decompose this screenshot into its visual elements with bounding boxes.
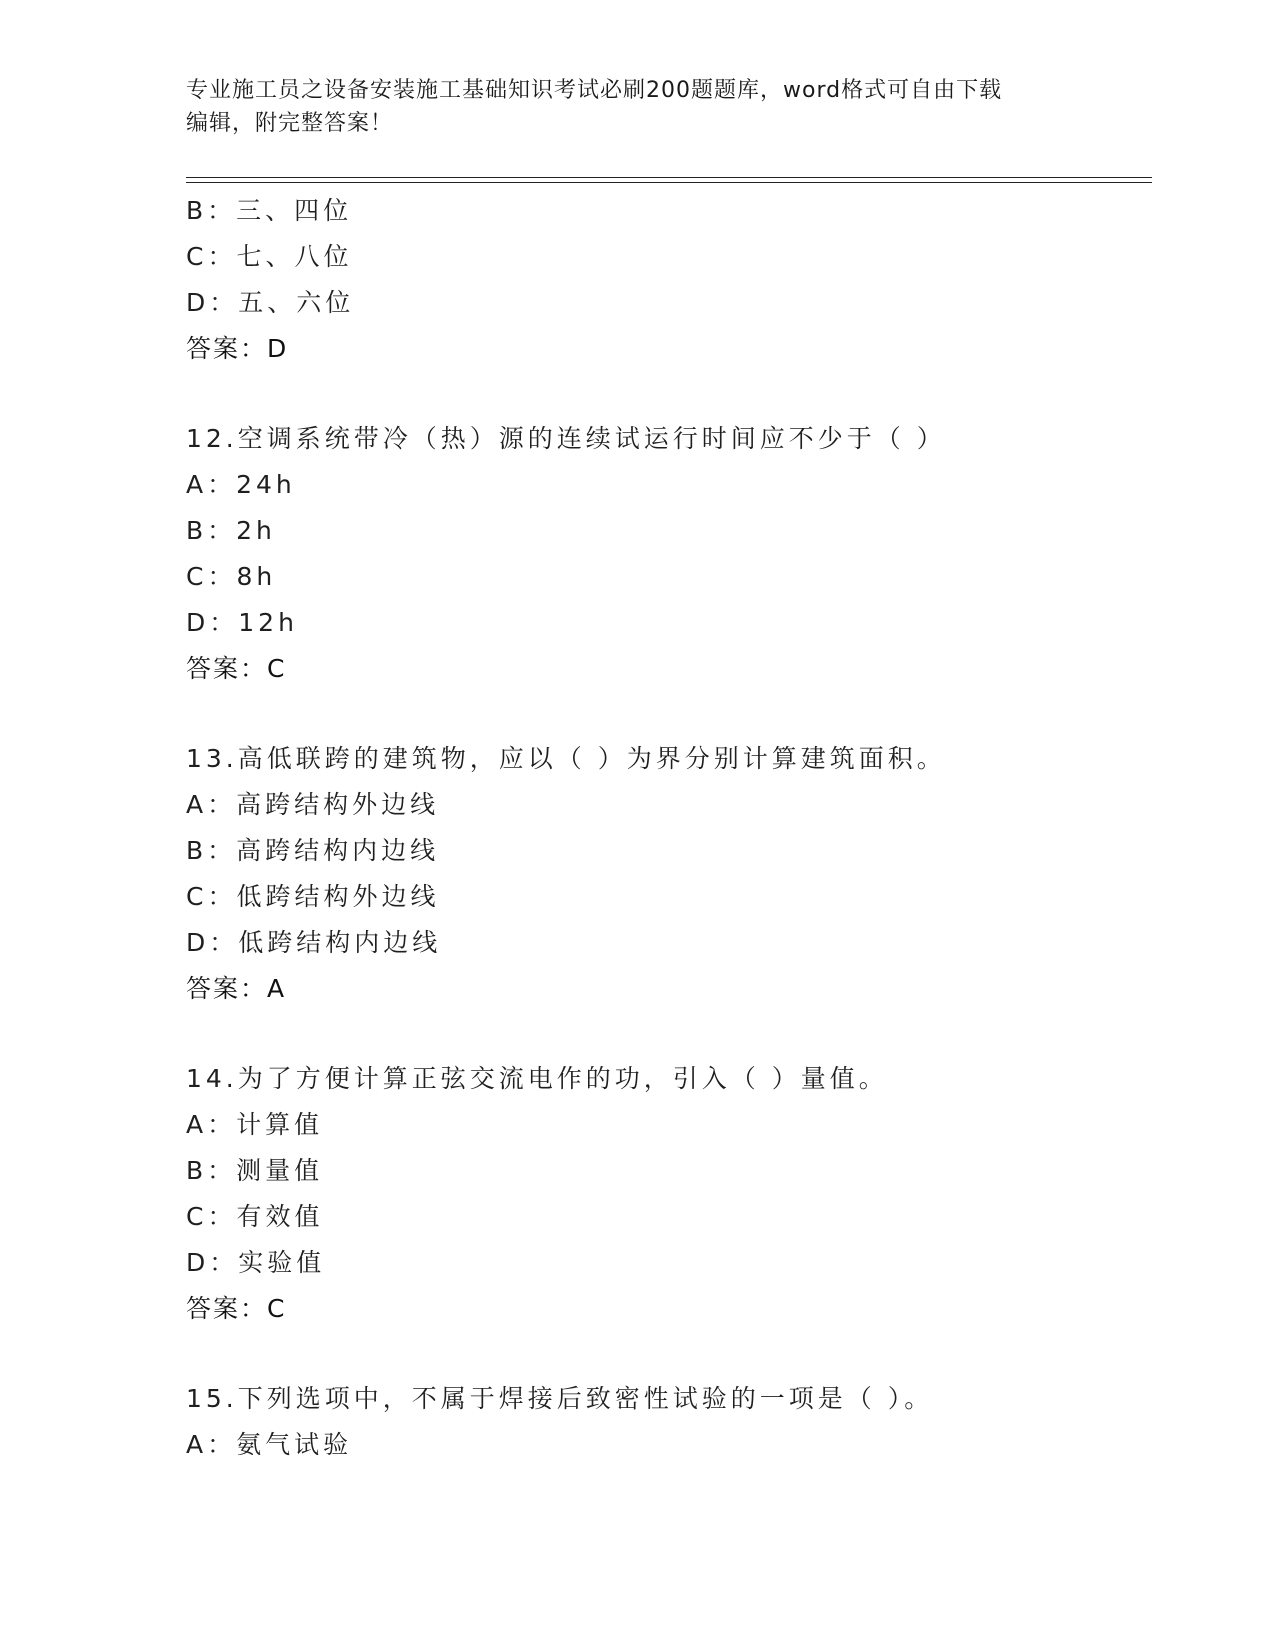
question-list [186,188,1146,1468]
answer: 答案：A [186,974,287,1003]
answer: 答案：C [186,654,287,683]
option-a: A：氨气试验 [186,1430,353,1459]
option-d: D：低跨结构内边线 [186,928,442,957]
option-a: A：计算值 [186,1110,324,1139]
option-a: A：24h [186,470,296,499]
question-stem: 12.空调系统带冷（热）源的连续试运行时间应不少于（ ） [186,424,946,453]
option-b: B：测量值 [186,1156,324,1185]
question-12 [186,416,1146,692]
option-c: C：七、八位 [186,242,353,271]
option-b: B：三、四位 [186,196,353,225]
header-line-1: 专业施工员之设备安装施工基础知识考试必刷200题题库，word格式可自由下载 [186,78,1003,103]
option-d: D：实验值 [186,1248,326,1277]
header-rule-top [186,177,1152,178]
option-d: D：12h [186,608,298,637]
option-c: C：低跨结构外边线 [186,882,440,911]
answer: 答案：C [186,1294,287,1323]
option-c: C：8h [186,562,277,591]
question-stem: 13.高低联跨的建筑物，应以（ ）为界分别计算建筑面积。 [186,744,946,773]
question-stem: 14.为了方便计算正弦交流电作的功，引入（ ）量值。 [186,1064,888,1093]
option-d: D：五、六位 [186,288,355,317]
option-a: A：高跨结构外边线 [186,790,440,819]
option-b: B：高跨结构内边线 [186,836,440,865]
question-13 [186,736,1146,1012]
question-stem: 15.下列选项中，不属于焊接后致密性试验的一项是（ ）。 [186,1384,934,1413]
header-rule-bottom [186,182,1152,183]
header-line-2: 编辑，附完整答案！ [186,111,394,136]
question-14 [186,1056,1146,1332]
question-11-continued [186,188,1146,372]
option-c: C：有效值 [186,1202,324,1231]
question-15 [186,1376,1146,1468]
answer: 答案：D [186,334,289,363]
document-header [186,74,1066,140]
option-b: B：2h [186,516,276,545]
